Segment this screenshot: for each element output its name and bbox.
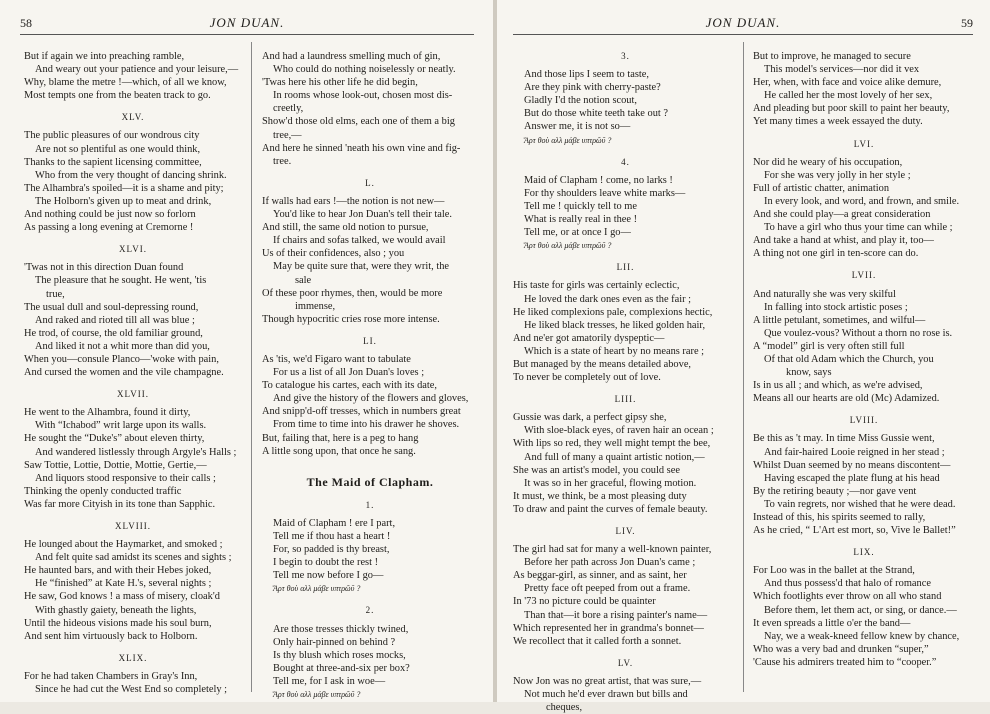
- verse-line: As 'tis, we'd Figaro want to tabulate: [262, 353, 411, 365]
- verse-line: He trod, of course, the old familiar ground,: [24, 327, 203, 339]
- verse-line: Are those tresses thickly twined,: [273, 623, 409, 635]
- verse-line: Which represented her in grandma's bonnet—: [513, 622, 704, 634]
- stanza-number: XLVIII.: [115, 521, 151, 531]
- verse-line: But if again we into preaching ramble,: [24, 51, 185, 62]
- left-page-number: 58: [20, 16, 32, 30]
- verse-line: creetly,: [273, 103, 304, 115]
- verse-line: The Alhambra's spoiled—it is a shame and pity;: [24, 182, 224, 194]
- verse-line: Gladly I'd the notion scout,: [524, 95, 637, 107]
- verse-line: Answer me, it is not so—: [524, 121, 631, 133]
- verse-line: He liked complexions pale, complexions hectic,: [513, 306, 713, 318]
- verse-line: And felt quite sad amidst its scenes and sights ;: [35, 552, 232, 564]
- verse-line: Maid of Clapham ! come, no larks !: [524, 174, 673, 186]
- verse-line: cheques,: [546, 702, 583, 714]
- verse-line: Tell me now before I go—: [273, 570, 384, 582]
- verse-line: A little petulant, sometimes, and wilful—: [753, 314, 926, 326]
- verse-line: And liquors stood responsive to their calls ;: [35, 472, 216, 484]
- verse-line: Now Jon was no great artist, that was sure,—: [513, 675, 702, 687]
- verse-line: I begin to doubt the rest !: [273, 557, 379, 569]
- verse-line: Thinking the openly conducted traffic: [24, 485, 182, 497]
- stanza-number: XLVII.: [117, 389, 149, 400]
- stanza-number: LVIII.: [849, 415, 879, 426]
- stanza-number: XLVI.: [119, 244, 147, 255]
- verse-line: He saw, God knows ! a mass of misery, cloak'd: [24, 591, 220, 603]
- left-column-1: [24, 50, 242, 696]
- verse-line: And weary out your patience and your leisure,—: [35, 64, 239, 76]
- verse-line: And had a laundress smelling much of gin,: [262, 51, 441, 62]
- verse-line: Who from the very thought of dancing shrink.: [35, 169, 227, 181]
- verse-line: He haunted bars, and with their Hebes joked,: [24, 565, 212, 577]
- verse-line: Pretty face oft peeped from out a frame.: [524, 583, 691, 595]
- greek-refrain: Ἄρτ θοὺ αλλ μάβε υπτρῶῦ ?: [273, 690, 361, 700]
- stanza-number: XLV.: [121, 112, 145, 123]
- verse-line: Is thy blush which roses mocks,: [273, 649, 406, 661]
- verse-line: And cursed the women and the vile champagne.: [24, 367, 224, 379]
- verse-line: As he cried, “ L'Art est mort, so, Vive le Ballet!”: [753, 525, 956, 537]
- verse-line: Most tempts one from the beaten track to go.: [24, 90, 211, 102]
- verse-line: And full of many a quaint artistic notion,—: [524, 451, 705, 463]
- verse-line: He “finished” at Kate H.'s, several nights ;: [35, 578, 212, 590]
- verse-line: And she could play—a great consideration: [753, 209, 931, 221]
- verse-line: For she was very jolly in her style ;: [764, 169, 911, 181]
- verse-line: In rooms whose look-out, chosen most dis-: [273, 90, 453, 102]
- verse-line: true,: [46, 288, 65, 300]
- verse-line: But, failing that, here is a peg to hang: [262, 432, 419, 444]
- verse-line: Are they pink with cherry-paste?: [524, 82, 661, 94]
- verse-line: With sloe-black eyes, of raven hair an ocean ;: [524, 425, 714, 437]
- verse-line: It was so in her graceful, flowing motion.: [524, 477, 697, 489]
- verse-line: sale: [295, 274, 312, 286]
- stanza-number: 1.: [365, 499, 375, 510]
- verse-line: With lips so red, they well might tempt the bee,: [513, 438, 711, 450]
- verse-line: The pleasure that he sought. He went, 'tis: [35, 275, 207, 287]
- verse-line: And liked it not a whit more than did you,: [35, 340, 210, 352]
- verse-line: With ghastly gaiety, beneath the lights,: [35, 604, 197, 616]
- verse-line: And ne'er got amatorily dyspeptic—: [513, 332, 665, 344]
- stanza-number: LIII.: [614, 394, 637, 405]
- verse-line: Full of artistic chatter, animation: [753, 182, 890, 194]
- verse-line: And wandered listlessly through Argyle's Halls ;: [35, 446, 237, 458]
- verse-line: He sought the “Duke's” about eleven thirty,: [24, 433, 205, 445]
- verse-line: Tell me ! quickly tell to me: [524, 200, 637, 212]
- verse-line: The usual dull and soul-depressing round,: [24, 301, 199, 313]
- verse-line: And thus possess'd that halo of romance: [764, 578, 931, 590]
- poem-title: The Maid of Clapham.: [306, 474, 434, 489]
- stanza-number: LI.: [363, 335, 377, 346]
- verse-line: Of that old Adam which the Church, you: [764, 353, 934, 365]
- verse-line: The public pleasures of our wondrous city: [24, 130, 200, 142]
- right-column-divider: [743, 42, 744, 692]
- stanza-number: LIX.: [853, 547, 875, 558]
- verse-line: To have a girl who thus your time can while ;: [764, 222, 953, 234]
- verse-line: A little song upon, that once he sang.: [262, 445, 416, 457]
- verse-line: 'Cause his admirers treated him to “cooper.”: [753, 656, 937, 668]
- stanza-number: LIV.: [615, 526, 636, 536]
- verse-line: If walls had ears !—the notion is not new—: [262, 195, 445, 207]
- verse-line: As passing a long evening at Cremorne !: [24, 222, 194, 234]
- verse-line: He lounged about the Haymarket, and smoked ;: [24, 539, 223, 551]
- verse-line: To never be completely out of love.: [513, 372, 661, 384]
- verse-line: Tell me, or at once I go—: [524, 227, 631, 239]
- verse-line: In '73 no picture could be quainter: [513, 596, 656, 608]
- verse-line: Though hypocritic cries rose more intense.: [262, 313, 440, 325]
- verse-line: Be this as 't may. In time Miss Gussie went,: [753, 433, 935, 445]
- verse-line: For Loo was in the ballet at the Strand,: [753, 565, 915, 577]
- verse-line: Why, blame the metre !—which, of all we know,: [24, 77, 227, 89]
- verse-line: Until the hideous visions made his soul burn,: [24, 617, 212, 629]
- verse-line: May be quite sure that, were they writ, the: [273, 261, 450, 273]
- verse-line: Thanks to the sapient licensing committee,: [24, 156, 202, 168]
- verse-line: When you—consule Planco—'woke with pain,: [24, 353, 219, 365]
- right-running-title: JON DUAN.: [705, 15, 781, 30]
- verse-line: Nor did he weary of his occupation,: [753, 156, 903, 168]
- verse-line: And sent him virtuously back to Holborn.: [24, 630, 198, 642]
- greek-refrain: Ἄρτ θοὺ αλλ μάβε υπτρῶῦ ?: [524, 135, 612, 145]
- verse-line: In falling into stock artistic poses ;: [764, 301, 908, 313]
- verse-line: Nay, we a weak-kneed fellow knew by chance,: [764, 630, 960, 642]
- verse-line: Since he had cut the West End so completely ;: [35, 684, 228, 696]
- verse-line: And raked and rioted till all was blue ;: [35, 314, 195, 326]
- verse-line: With “Ichabod” writ large upon its walls.: [35, 420, 207, 432]
- verse-line: Tell me if thou hast a heart !: [273, 531, 391, 542]
- verse-line: For thy shoulders leave white marks—: [524, 187, 686, 199]
- verse-line: Show'd those old elms, each one of them a big: [262, 116, 455, 128]
- verse-line: In every look, and word, and frown, and smile.: [764, 195, 960, 207]
- verse-line: A thing not one girl in ten-score can do.: [753, 248, 919, 260]
- verse-line: He loved the dark ones even as the fair ;: [524, 293, 692, 305]
- verse-line: He liked black tresses, he liked golden hair,: [524, 319, 706, 331]
- verse-line: His taste for girls was certainly eclectic,: [513, 280, 680, 292]
- verse-line: And still, the same old notion to pursue,: [262, 222, 429, 234]
- verse-line: Who was a very bad and drunken “super,”: [753, 643, 929, 655]
- verse-line: And fair-haired Looie reigned in her stead ;: [764, 446, 945, 458]
- verse-line: Instead of this, his spirits seemed to rally,: [753, 512, 926, 523]
- verse-line: For us a list of all Jon Duan's loves ;: [273, 367, 425, 379]
- right-page: [497, 0, 990, 714]
- right-page-number: 59: [961, 16, 973, 30]
- verse-line: But to improve, he managed to secure: [753, 51, 911, 62]
- verse-line: He went to the Alhambra, found it dirty,: [24, 407, 191, 419]
- verse-line: Tell me, for I ask in woe—: [273, 675, 386, 687]
- verse-line: immense,: [295, 300, 336, 312]
- verse-line: Of these poor rhymes, then, would be more: [262, 287, 443, 299]
- verse-line: Who could do nothing noiselessly or neatly.: [273, 64, 456, 76]
- verse-line: And take a hand at whist, and play it, too—: [753, 235, 934, 247]
- stanza-number: XLIX.: [118, 652, 148, 663]
- stanza-number: LII.: [616, 262, 635, 273]
- verse-line: To vain regrets, nor wished that he were dead.: [764, 498, 956, 510]
- verse-line: 'Twas here his other life he did begin,: [262, 77, 418, 89]
- verse-line: Before them, let them act, or sing, or dance.—: [764, 604, 957, 616]
- verse-line: 'Twas not in this direction Duan found: [24, 262, 184, 274]
- verse-line: And naturally she was very skilful: [753, 288, 896, 300]
- verse-line: We recollect that it called forth a sonnet.: [513, 635, 682, 647]
- right-column-1: [513, 50, 738, 714]
- verse-line: Only hair-pinned on behind ?: [273, 636, 396, 648]
- verse-line: Not much he'd ever drawn but bills and: [524, 689, 688, 701]
- left-running-title: JON DUAN.: [209, 15, 285, 30]
- verse-line: Saw Tottie, Lottie, Dottie, Mottie, Gertie,—: [24, 459, 207, 471]
- verse-line: Which is a state of heart by no means rare ;: [524, 345, 705, 357]
- verse-line: He called her the most lovely of her sex,: [764, 90, 933, 102]
- verse-line: But managed by the means detailed above,: [513, 358, 692, 370]
- verse-line: And snipp'd-off tresses, which in numbers great: [262, 406, 461, 418]
- verse-line: Yet many times a week essayed the duty.: [753, 116, 923, 128]
- verse-line: A “model” girl is very often still full: [753, 340, 905, 352]
- verse-line: Maid of Clapham ! ere I part,: [273, 517, 396, 529]
- left-page-header: [20, 12, 474, 35]
- verse-line: Are not so plentiful as one would think,: [35, 143, 201, 155]
- right-column-2: [753, 50, 975, 669]
- verse-line: To catalogue his cartes, each with its date,: [262, 380, 437, 392]
- verse-line: Before her path across Jon Duan's came ;: [524, 557, 696, 569]
- stanza-number: LVI.: [853, 138, 875, 149]
- stanza-number: 2.: [365, 605, 375, 616]
- verse-line: Is in us all ; and which, as we're advised,: [753, 380, 923, 392]
- verse-line: This model's services—nor did it vex: [764, 64, 920, 76]
- greek-refrain: Ἄρτ θοὺ αλλ μάβε υπτρῶῦ ?: [524, 241, 612, 251]
- verse-line: By the retiring beauty ;—nor gave vent: [753, 485, 917, 497]
- verse-line: And give the history of the flowers and gloves,: [273, 393, 469, 405]
- verse-line: As beggar-girl, as sinner, and as saint, her: [513, 570, 687, 582]
- stanza-number: L.: [365, 177, 375, 188]
- verse-line: For he had taken Chambers in Gray's Inn,: [24, 670, 198, 682]
- verse-line: And nothing could be just now so forlorn: [24, 209, 196, 221]
- verse-line: For, so padded is thy breast,: [273, 544, 390, 556]
- stanza-number: LV.: [617, 657, 634, 668]
- verse-line: Having escaped the plate flung at his head: [764, 472, 940, 484]
- verse-line: To draw and paint the curves of female beauty.: [513, 503, 708, 515]
- verse-line: But do those white teeth take out ?: [524, 108, 668, 120]
- verse-line: Than that—it bore a rising painter's name—: [524, 609, 708, 621]
- verse-line: And pleading but poor skill to paint her beauty,: [753, 103, 950, 115]
- verse-line: Means all our hearts are old (Mc) Adamized.: [753, 393, 940, 405]
- verse-line: Which footlights ever throw on all who stand: [753, 591, 942, 603]
- verse-line: What is really real in thee !: [524, 214, 638, 226]
- left-column-divider: [251, 42, 252, 692]
- left-page: [0, 0, 493, 702]
- verse-line: Gussie was dark, a perfect gipsy she,: [513, 412, 667, 424]
- verse-line: Que voulez-vous? Without a thorn no rose is.: [764, 327, 953, 339]
- verse-line: And those lips I seem to taste,: [524, 69, 649, 81]
- verse-line: Us of their confidences, also ; you: [262, 248, 405, 260]
- verse-line: If chairs and sofas talked, we would avail: [273, 235, 446, 247]
- verse-line: Her, when, with face and voice alike demure,: [753, 77, 942, 89]
- right-page-header: [513, 12, 973, 35]
- verse-line: It even spreads a little o'er the band—: [753, 617, 911, 629]
- verse-line: The Holborn's given up to meat and drink,: [35, 195, 212, 207]
- left-column-2: [262, 50, 478, 701]
- verse-line: It must, we think, be a most pleasing duty: [513, 490, 687, 502]
- verse-line: She was an artist's model, you could see: [513, 464, 680, 476]
- verse-line: Whilst Duan seemed by no means discontent—: [753, 459, 951, 471]
- verse-line: know, says: [786, 367, 832, 379]
- verse-line: You'd like to hear Jon Duan's tell their tale.: [273, 209, 453, 221]
- greek-refrain: Ἄρτ θοὺ αλλ μάβε υπτρῶῦ ?: [273, 584, 361, 594]
- verse-line: The girl had sat for many a well-known painter,: [513, 544, 712, 556]
- stanza-number: 4.: [621, 156, 630, 167]
- verse-line: From time to time into his drawer he shoves.: [273, 419, 460, 431]
- verse-line: tree,—: [273, 129, 302, 141]
- stanza-number: LVII.: [851, 270, 877, 281]
- verse-line: And here he sinned 'neath his own vine and fig-: [262, 142, 461, 154]
- verse-line: tree.: [273, 155, 292, 167]
- verse-line: Bought at three-and-six per box?: [273, 662, 410, 674]
- verse-line: Was far more Cityish in its tone than Sapphic.: [24, 498, 216, 510]
- stanza-number: 3.: [621, 51, 630, 61]
